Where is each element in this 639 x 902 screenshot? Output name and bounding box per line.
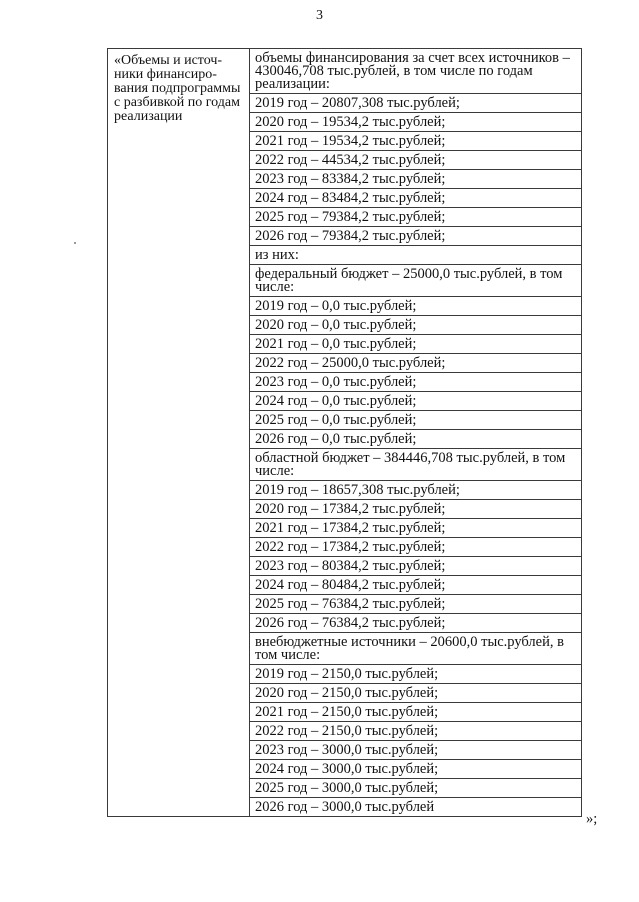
value-row: 2020 год – 2150,0 тыс.рублей; <box>250 684 581 703</box>
table-row <box>108 49 582 817</box>
value-row: 2025 год – 0,0 тыс.рублей; <box>250 411 581 430</box>
value-row: 2023 год – 0,0 тыс.рублей; <box>250 373 581 392</box>
value-rows <box>250 49 581 816</box>
value-row: 2024 год – 83484,2 тыс.рублей; <box>250 189 581 208</box>
value-row: 2020 год – 0,0 тыс.рублей; <box>250 316 581 335</box>
value-row: 2026 год – 0,0 тыс.рублей; <box>250 430 581 449</box>
label-cell <box>108 49 250 817</box>
value-row: 2025 год – 76384,2 тыс.рублей; <box>250 595 581 614</box>
value-row: 2025 год – 79384,2 тыс.рублей; <box>250 208 581 227</box>
value-row: 2023 год – 83384,2 тыс.рублей; <box>250 170 581 189</box>
value-row: 2022 год – 25000,0 тыс.рублей; <box>250 354 581 373</box>
value-row: 2021 год – 2150,0 тыс.рублей; <box>250 703 581 722</box>
value-row: 2023 год – 80384,2 тыс.рублей; <box>250 557 581 576</box>
value-row: внебюджетные источники – 20600,0 тыс.рублей, в том числе: <box>250 633 581 665</box>
value-row: 2019 год – 18657,308 тыс.рублей; <box>250 481 581 500</box>
value-row: федеральный бюджет – 25000,0 тыс.рублей, в том числе: <box>250 265 581 297</box>
value-row: 2021 год – 0,0 тыс.рублей; <box>250 335 581 354</box>
value-row: 2020 год – 19534,2 тыс.рублей; <box>250 113 581 132</box>
values-cell <box>250 49 582 817</box>
page-number: 3 <box>316 8 323 23</box>
value-row: 2019 год – 0,0 тыс.рублей; <box>250 297 581 316</box>
financing-table <box>107 48 582 817</box>
value-row: 2023 год – 3000,0 тыс.рублей; <box>250 741 581 760</box>
closing-quote: »; <box>586 811 598 827</box>
value-row: 2026 год – 79384,2 тыс.рублей; <box>250 227 581 246</box>
value-row: 2022 год – 17384,2 тыс.рублей; <box>250 538 581 557</box>
value-row: 2021 год – 17384,2 тыс.рублей; <box>250 519 581 538</box>
value-row: 2019 год – 20807,308 тыс.рублей; <box>250 94 581 113</box>
value-row: 2026 год – 3000,0 тыс.рублей <box>255 799 435 815</box>
value-row: 2025 год – 3000,0 тыс.рублей; <box>250 779 581 798</box>
value-row: 2022 год – 44534,2 тыс.рублей; <box>250 151 581 170</box>
value-row: из них: <box>250 246 581 265</box>
value-row: областной бюджет – 384446,708 тыс.рублей, в том числе: <box>250 449 581 481</box>
value-row: 2021 год – 19534,2 тыс.рублей; <box>250 132 581 151</box>
value-row: 2024 год – 0,0 тыс.рублей; <box>250 392 581 411</box>
label-text: «Объемы и источ-ники финансиро-вания подпрограммы с разбивкой по годам реализации <box>114 53 241 124</box>
value-row: 2019 год – 2150,0 тыс.рублей; <box>250 665 581 684</box>
value-row: 2020 год – 17384,2 тыс.рублей; <box>250 500 581 519</box>
scan-speck <box>74 242 76 244</box>
value-row: 2024 год – 3000,0 тыс.рублей; <box>250 760 581 779</box>
value-row: 2026 год – 76384,2 тыс.рублей; <box>250 614 581 633</box>
value-row: 2022 год – 2150,0 тыс.рублей; <box>250 722 581 741</box>
value-row: 2024 год – 80484,2 тыс.рублей; <box>250 576 581 595</box>
value-row: объемы финансирования за счет всех источников – 430046,708 тыс.рублей, в том числе по годам реализации: <box>250 49 581 94</box>
